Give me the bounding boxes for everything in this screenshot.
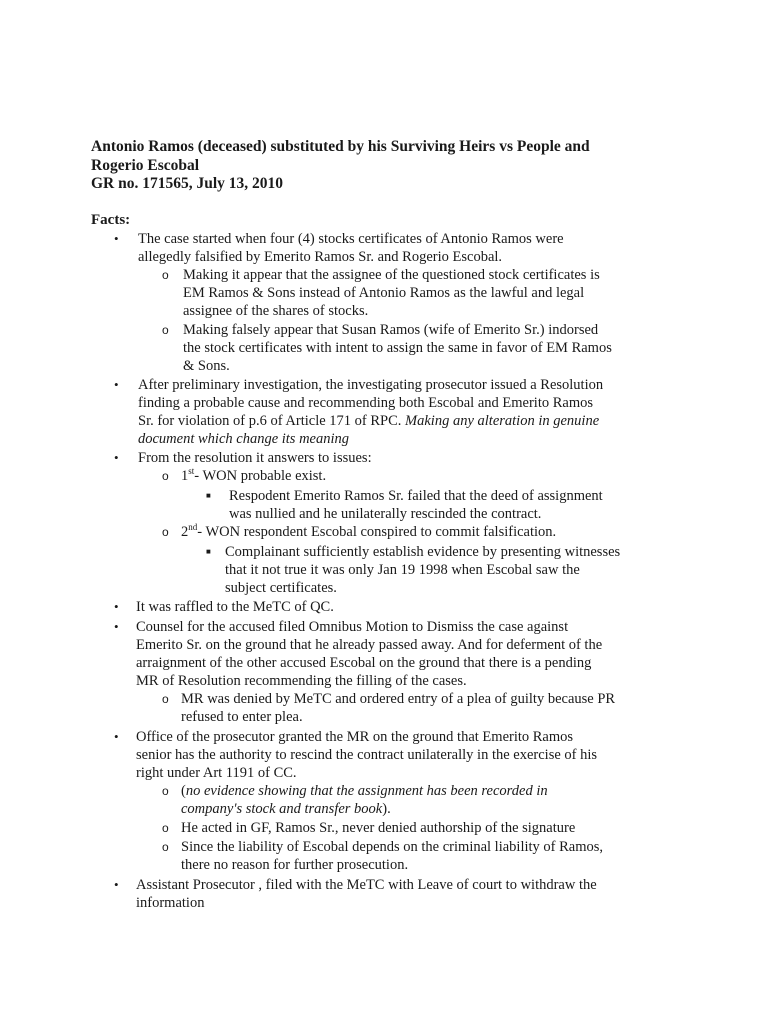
text-line xyxy=(181,800,391,818)
sub-bullet-icon: o xyxy=(162,692,169,706)
bullet-icon: • xyxy=(114,231,119,246)
title-line: GR no. 171565, July 13, 2010 xyxy=(91,175,284,192)
text-line: MR was denied by MeTC and ordered entry of a plea of guilty because PR xyxy=(181,691,616,707)
paren: ( xyxy=(181,783,186,799)
text-line: Respodent Emerito Ramos Sr. failed that the deed of assignment xyxy=(229,488,603,504)
text-line: right under Art 1191 of CC. xyxy=(136,765,297,781)
text-line: Counsel for the accused filed Omnibus Motion to Dismiss the case against xyxy=(136,619,569,635)
case-title xyxy=(91,138,731,194)
text-line: & Sons. xyxy=(183,358,230,374)
ordinal-suffix: nd xyxy=(188,522,198,533)
italic-text: document which change its meaning xyxy=(138,431,350,447)
facts-heading: Facts: xyxy=(91,212,131,228)
text-line xyxy=(181,467,326,485)
ordinal-suffix: st xyxy=(188,466,195,477)
sub-bullet-icon: o xyxy=(162,268,169,282)
text-line: The case started when four (4) stocks certificates of Antonio Ramos were xyxy=(138,231,564,247)
text-line: arraignment of the other accused Escobal on the ground that there is a pending xyxy=(136,655,592,671)
title-line: Antonio Ramos (deceased) substituted by his Surviving Heirs vs People and xyxy=(91,138,590,155)
text-line: information xyxy=(136,895,205,911)
text-line: Emerito Sr. on the ground that he already passed away. And for deferment of the xyxy=(136,637,603,653)
text-line: Assistant Prosecutor , filed with the MeTC with Leave of court to withdraw the xyxy=(136,877,597,893)
text-line: allegedly falsified by Emerito Ramos Sr. and Rogerio Escobal. xyxy=(138,249,503,265)
bullet-icon: • xyxy=(114,877,119,892)
sub-bullet-icon: o xyxy=(162,821,169,835)
sub-bullet-icon: o xyxy=(162,323,169,337)
text-line xyxy=(138,412,599,430)
bullet-icon: • xyxy=(114,599,119,614)
bullet-icon: • xyxy=(114,377,119,392)
text-line: the stock certificates with intent to assign the same in favor of EM Ramos xyxy=(183,340,612,356)
italic-text: no evidence showing that the assignment has been recorded in xyxy=(185,783,548,799)
text-line xyxy=(181,523,556,541)
square-bullet-icon: ■ xyxy=(206,491,211,500)
text-line: that it not true it was only Jan 19 1998 when Escobal saw the xyxy=(225,562,580,578)
text-line: From the resolution it answers to issues: xyxy=(138,450,372,466)
ordinal-number: 1 xyxy=(181,468,189,484)
ordinal-number: 2 xyxy=(181,524,189,540)
italic-text: Making any alteration in genuine xyxy=(405,413,600,429)
text-line: Making falsely appear that Susan Ramos (wife of Emerito Sr.) indorsed xyxy=(183,322,599,338)
text-line: refused to enter plea. xyxy=(181,709,303,725)
text-line: He acted in GF, Ramos Sr., never denied authorship of the signature xyxy=(181,820,576,836)
bullet-icon: • xyxy=(114,729,119,744)
text-line: Making it appear that the assignee of the questioned stock certificates is xyxy=(183,267,600,283)
square-bullet-icon: ■ xyxy=(206,547,211,556)
text-line: Office of the prosecutor granted the MR on the ground that Emerito Ramos xyxy=(136,729,574,745)
sub-bullet-icon: o xyxy=(162,840,169,854)
text-run: - WON probable exist. xyxy=(194,468,327,484)
title-line: Rogerio Escobal xyxy=(91,156,200,174)
text-line: senior has the authority to rescind the contract unilaterally in the exercise of his xyxy=(136,747,598,763)
text-line: assignee of the shares of stocks. xyxy=(183,303,369,319)
text-line: was nullied and he unilaterally rescinded the contract. xyxy=(229,506,542,522)
text-line: MR of Resolution recommending the filling of the cases. xyxy=(136,673,467,689)
text-line: Complainant sufficiently establish evidence by presenting witnesses xyxy=(225,544,621,560)
text-line: finding a probable cause and recommending both Escobal and Emerito Ramos xyxy=(138,395,594,411)
text-line: After preliminary investigation, the investigating prosecutor issued a Resolution xyxy=(138,377,604,393)
paren: ). xyxy=(382,801,391,817)
text-line: It was raffled to the MeTC of QC. xyxy=(136,599,334,615)
text-run: - WON respondent Escobal conspired to commit falsification. xyxy=(197,524,557,540)
sub-bullet-icon: o xyxy=(162,525,169,539)
text-line: EM Ramos & Sons instead of Antonio Ramos as the lawful and legal xyxy=(183,285,585,301)
italic-text: company's stock and transfer book xyxy=(181,801,383,817)
text-run: Sr. for violation of p.6 of Article 171 of RPC. xyxy=(138,413,402,429)
bullet-icon: • xyxy=(114,619,119,634)
text-line: Since the liability of Escobal depends on the criminal liability of Ramos, xyxy=(181,839,604,855)
text-line: subject certificates. xyxy=(225,580,337,596)
sub-bullet-icon: o xyxy=(162,469,169,483)
bullet-icon: • xyxy=(114,450,119,465)
sub-bullet-icon: o xyxy=(162,784,169,798)
text-line xyxy=(181,782,548,800)
text-line: there no reason for further prosecution. xyxy=(181,857,409,873)
